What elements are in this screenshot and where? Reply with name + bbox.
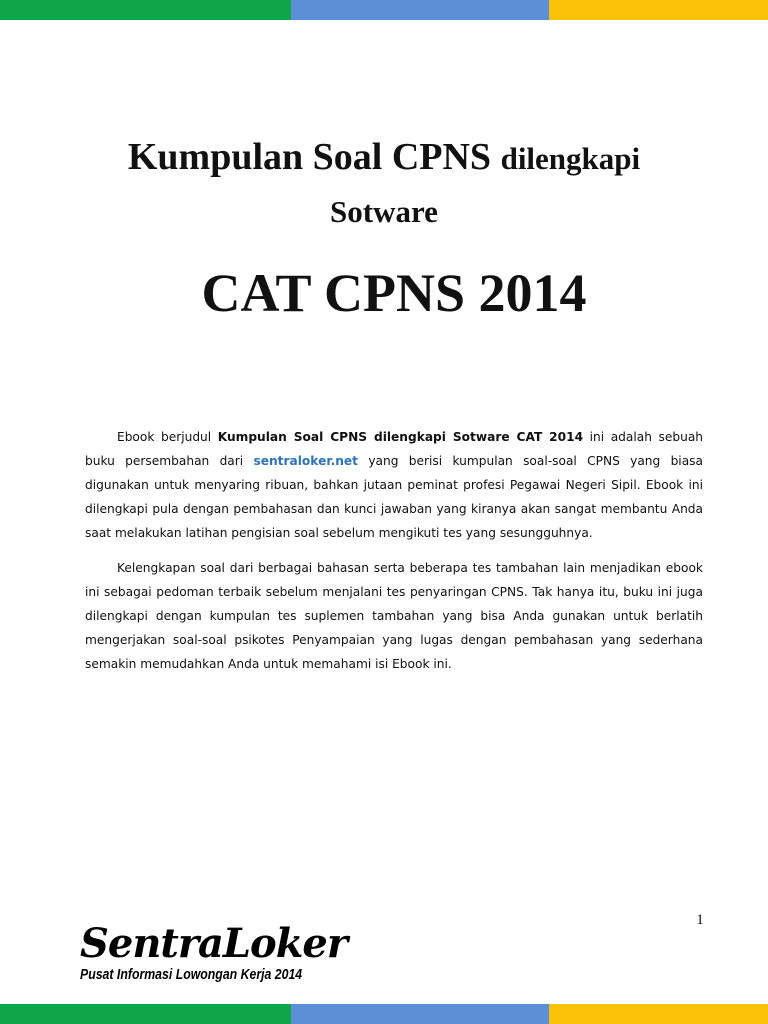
title-small: dilengkapi	[500, 141, 641, 176]
paragraph-1-mid: ini adalah sebuah buku persembahan dari	[85, 430, 704, 468]
title-line-3: CAT CPNS 2014	[201, 263, 587, 323]
page-title	[0, 132, 768, 184]
sentraloker-logo	[80, 920, 347, 990]
top-bar-green-segment	[0, 0, 291, 20]
logo-name: SentraLoker	[80, 920, 347, 967]
page-number: 1	[696, 912, 704, 928]
top-bar-blue-segment	[291, 0, 549, 20]
top-bar-yellow-segment	[549, 0, 768, 20]
paragraph-1-bold-title: Kumpulan Soal CPNS dilengkapi Sotware CAT 2014	[217, 430, 584, 444]
sentraloker-link[interactable]: sentraloker.net	[253, 454, 359, 468]
paragraph-1-pre: Ebook berjudul	[117, 430, 218, 444]
bottom-bar-blue-segment	[291, 1004, 549, 1024]
bottom-bar-green-segment	[0, 1004, 291, 1024]
paragraph-1	[85, 425, 703, 545]
logo-tagline: Pusat Informasi Lowongan Kerja 2014	[80, 966, 303, 983]
bottom-color-bar	[0, 1004, 768, 1024]
bottom-bar-yellow-segment	[549, 1004, 768, 1024]
title-line-2: Sotware	[330, 194, 438, 229]
title-main: Kumpulan Soal CPNS	[127, 136, 492, 178]
paragraph-1-post: yang berisi kumpulan soal-soal CPNS yang biasa digunakan untuk menyaring ribuan, bahkan jutaan peminat profesi Pegawai Negeri Sipil. Ebook ini dilengkapi pula dengan pembahasan dan kunci jawaban yang kiranya akan sangat membantu Anda saat melakukan latihan pengisian soal sebelum mengikuti tes yang sesungguhnya.	[85, 454, 703, 540]
paragraph-2: Kelengkapan soal dari berbagai bahasan serta beberapa tes tambahan lain menjadikan ebook ini sebagai pedoman terbaik sebelum menjalani tes penyaringan CPNS. Tak hanya itu, buku ini juga dilengkapi dengan kumpulan tes suplemen tambahan yang bisa Anda gunakan untuk berlatih mengerjakan soal-soal psikotes Penyampaian yang lugas dengan pembahasan yang sederhana semakin memudahkan Anda untuk memahami isi Ebook ini.	[85, 561, 703, 671]
top-color-bar	[0, 0, 768, 20]
